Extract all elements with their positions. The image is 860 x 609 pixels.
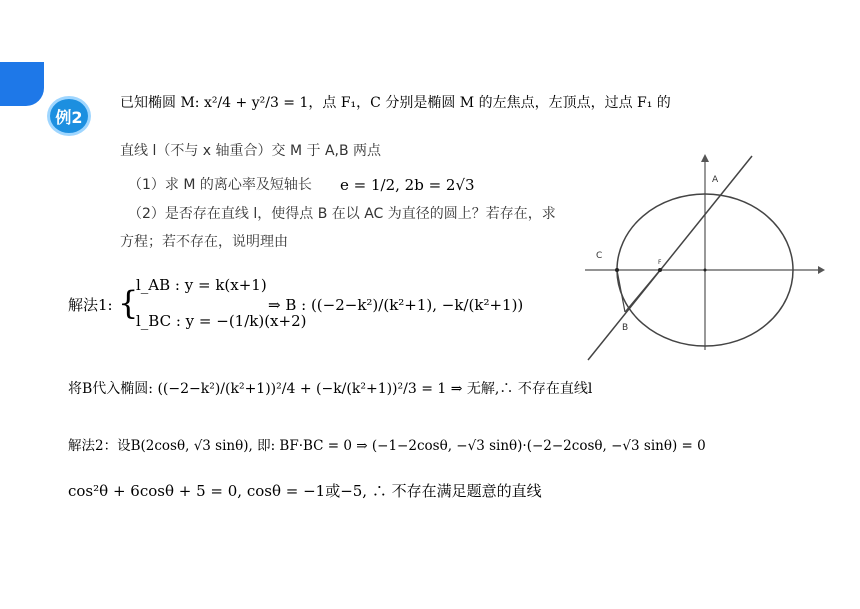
ellipse-figure [580, 150, 825, 365]
method-1-eq-2: l_BC : y = −(1/k)(x+2) [136, 312, 307, 330]
point-f [658, 268, 662, 272]
segment-cb [617, 270, 625, 312]
question-2-cont: 方程；若不存在，说明理由 [120, 234, 288, 250]
method-1-eq-1: l_AB : y = k(x+1) [136, 276, 267, 294]
point-c [615, 268, 619, 272]
method-1-label: 解法1: [68, 296, 113, 314]
origin-point [704, 269, 707, 272]
problem-line-1: 已知椭圆 M: x²/4 + y²/3 = 1，点 F₁，C 分别是椭圆 M 的左焦点，左顶点，过点 F₁ 的 [120, 95, 671, 111]
method-2-line-2: cos²θ + 6cosθ + 5 = 0, cosθ = −1或−5, ∴ 不存在满足题意的直线 [68, 482, 542, 500]
question-2: （2）是否存在直线 l，使得点 B 在以 AC 为直径的圆上？若存在，求 [128, 206, 556, 222]
answer-1: e = 1/2, 2b = 2√3 [340, 176, 475, 194]
line-l [588, 156, 752, 360]
label-a: A [712, 175, 719, 185]
method-1-result: ⇒ B : ((−2−k²)/(k²+1), −k/(k²+1)) [268, 296, 524, 314]
method-2-line-1: 解法2：设B(2cosθ, √3 sinθ), 即: BF·BC = 0 ⇒ (−1−2cosθ, −√3 sinθ)·(−2−2cosθ, −√3 sinθ) = 0 [68, 438, 706, 454]
corner-decoration [0, 62, 44, 106]
problem-line-2: 直线 l（不与 x 轴重合）交 M 于 A,B 两点 [120, 143, 382, 159]
label-f: F [658, 259, 662, 266]
method-1-substitution: 将B代入椭圆: ((−2−k²)/(k²+1))²/4 + (−k/(k²+1))²/3 = 1 ⇒ 无解,∴ 不存在直线l [68, 381, 593, 397]
system-brace: { [118, 284, 139, 322]
y-axis-arrow [701, 154, 709, 162]
label-b: B [622, 323, 629, 333]
x-axis-arrow [818, 266, 825, 274]
label-c: C [596, 251, 603, 261]
question-1: （1）求 M 的离心率及短轴长 [128, 177, 312, 193]
example-badge: 例2 [47, 96, 91, 136]
segment-fb [625, 270, 660, 312]
